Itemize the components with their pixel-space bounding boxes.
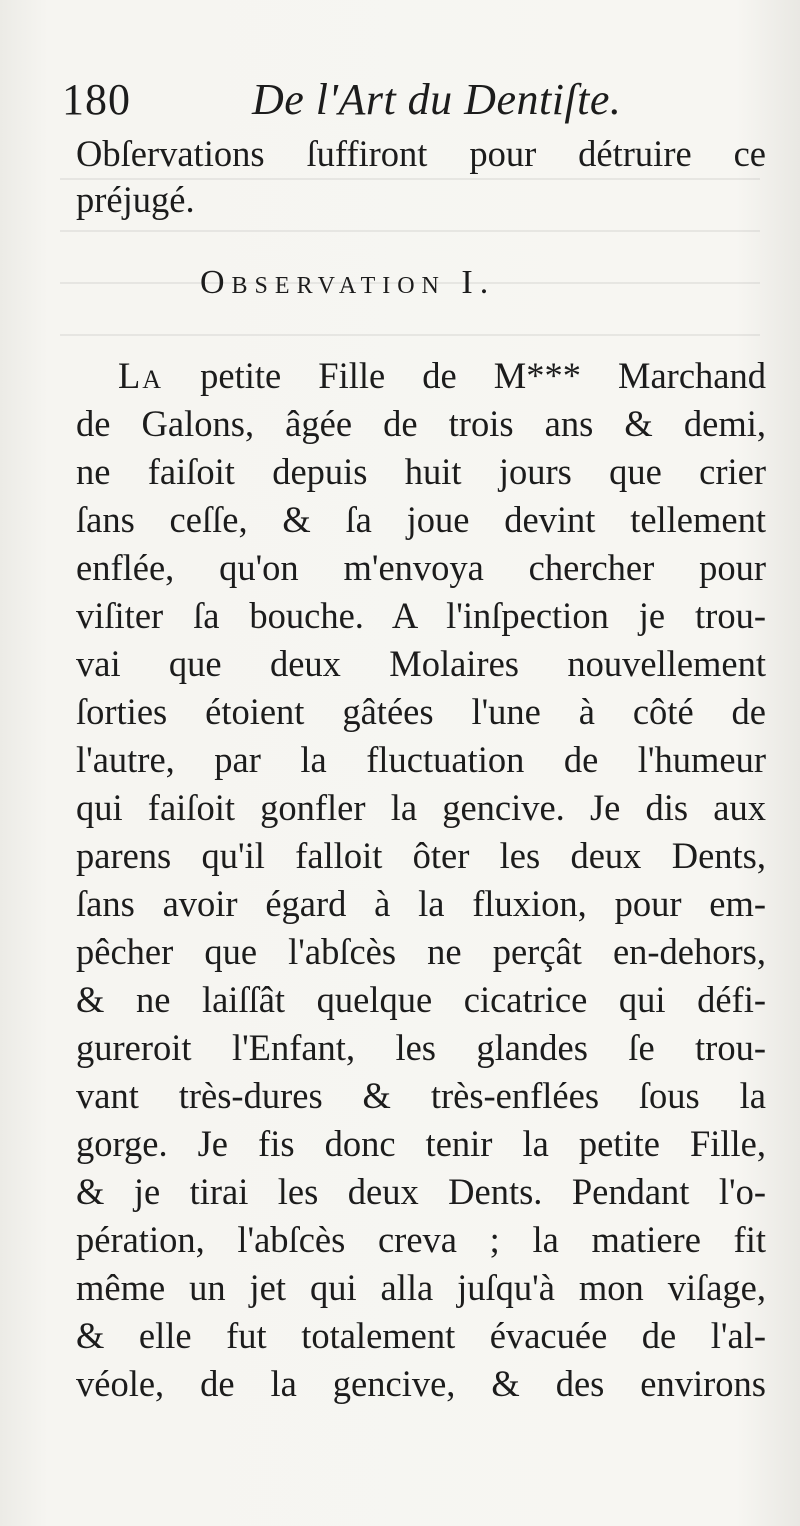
observation-line: & ne laiſſât quelque cicatrice qui défi- [76,979,766,1020]
intro-line: Obſervations ſuffiront pour détruire ce [76,133,766,174]
observation-line: véole, de la gencive, & des environs [76,1363,766,1404]
running-head: De l'Art du Dentiſte. [252,75,622,124]
observation-line: ſans avoir égard à la fluxion, pour em- [76,883,766,924]
observation-heading [200,264,495,302]
observation-line: gorge. Je fis donc tenir la petite Fille, [76,1123,766,1164]
observation-line: l'autre, par la fluctuation de l'humeur [76,739,766,780]
observation-line: parens qu'il falloit ôter les deux Dents, [76,835,766,876]
observation-line: ſans ceſſe, & ſa joue devint tellement [76,499,766,540]
observation-first-word: La [118,355,164,396]
intro-line: préjugé. [76,179,195,220]
observation-line: vant très-dures & très-enflées ſous la [76,1075,766,1116]
observation-line: viſiter ſa bouche. A l'inſpection je trou- [76,595,766,636]
observation-line: ſorties étoient gâtées l'une à côté de [76,691,766,732]
observation-line: pêcher que l'abſcès ne perçât en-dehors, [76,931,766,972]
observation-line: vai que deux Molaires nouvellement [76,643,766,684]
observation-line: de Galons, âgée de trois ans & demi, [76,403,766,444]
observation-line-text: petite Fille de M*** Marchand [200,355,766,396]
observation-line: même un jet qui alla juſqu'à mon viſage, [76,1267,766,1308]
observation-line: qui faiſoit gonfler la gencive. Je dis aux [76,787,766,828]
observation-heading-text: Observation I. [200,264,496,301]
observation-line: gureroit l'Enfant, les glandes ſe trou- [76,1027,766,1068]
observation-line: pération, l'abſcès creva ; la matiere fit [76,1219,766,1260]
observation-line: & je tirai les deux Dents. Pendant l'o- [76,1171,766,1212]
page-header [62,74,762,134]
observation-line-first [118,354,766,398]
observation-line: enflée, qu'on m'envoya chercher pour [76,547,766,588]
page-number: 180 [62,75,131,124]
observation-line: & elle fut totalement évacuée de l'al- [76,1315,766,1356]
observation-line: ne faiſoit depuis huit jours que crier [76,451,766,492]
